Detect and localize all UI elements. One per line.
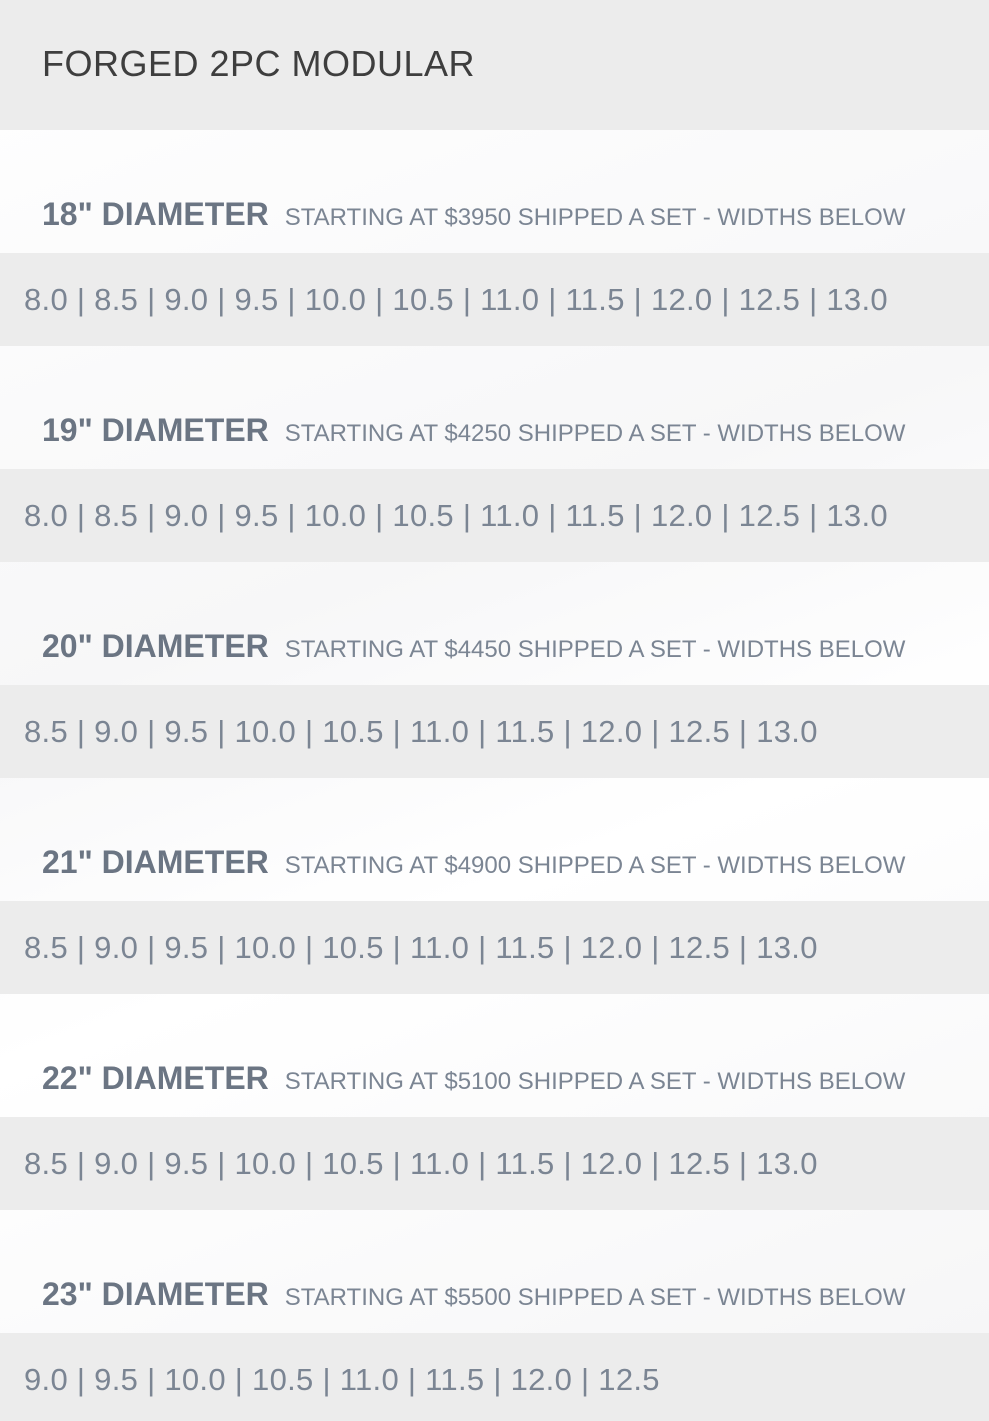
section-heading [0,562,989,685]
price-note: STARTING AT $3950 SHIPPED A SET - WIDTHS BELOW [284,204,906,231]
widths-list: 8.0 | 8.5 | 9.0 | 9.5 | 10.0 | 10.5 | 11.0 | 11.5 | 12.0 | 12.5 | 13.0 [24,281,888,317]
section-heading [0,778,989,901]
section-heading [0,130,989,253]
price-note: STARTING AT $4250 SHIPPED A SET - WIDTHS BELOW [284,420,906,447]
price-note: STARTING AT $4900 SHIPPED A SET - WIDTHS BELOW [284,852,906,879]
widths-list: 8.5 | 9.0 | 9.5 | 10.0 | 10.5 | 11.0 | 11.5 | 12.0 | 12.5 | 13.0 [24,929,818,965]
diameter-label: 23" DIAMETER [42,1276,269,1312]
widths-row [0,253,989,346]
widths-list: 8.5 | 9.0 | 9.5 | 10.0 | 10.5 | 11.0 | 11.5 | 12.0 | 12.5 | 13.0 [24,1145,818,1181]
widths-row [0,901,989,994]
widths-row [0,1117,989,1210]
diameter-label: 20" DIAMETER [42,628,269,664]
diameter-section-19 [0,346,989,562]
diameter-section-22 [0,994,989,1210]
page-header [0,0,989,130]
widths-list: 8.5 | 9.0 | 9.5 | 10.0 | 10.5 | 11.0 | 11.5 | 12.0 | 12.5 | 13.0 [24,713,818,749]
section-heading [0,994,989,1117]
price-note: STARTING AT $5100 SHIPPED A SET - WIDTHS BELOW [284,1068,906,1095]
diameter-label: 22" DIAMETER [42,1060,269,1096]
price-note: STARTING AT $4450 SHIPPED A SET - WIDTHS BELOW [284,636,906,663]
page-title: FORGED 2PC MODULAR [42,43,476,84]
section-heading [0,1210,989,1333]
widths-list: 8.0 | 8.5 | 9.0 | 9.5 | 10.0 | 10.5 | 11.0 | 11.5 | 12.0 | 12.5 | 13.0 [24,497,888,533]
section-heading [0,346,989,469]
widths-row [0,1333,989,1421]
diameter-label: 18" DIAMETER [42,196,269,232]
diameter-section-21 [0,778,989,994]
widths-row [0,469,989,562]
diameter-section-18 [0,130,989,346]
diameter-label: 19" DIAMETER [42,412,269,448]
diameter-section-20 [0,562,989,778]
widths-list: 9.0 | 9.5 | 10.0 | 10.5 | 11.0 | 11.5 | 12.0 | 12.5 [24,1361,660,1397]
diameter-label: 21" DIAMETER [42,844,269,880]
price-note: STARTING AT $5500 SHIPPED A SET - WIDTHS BELOW [284,1284,906,1311]
widths-row [0,685,989,778]
diameter-section-23 [0,1210,989,1421]
